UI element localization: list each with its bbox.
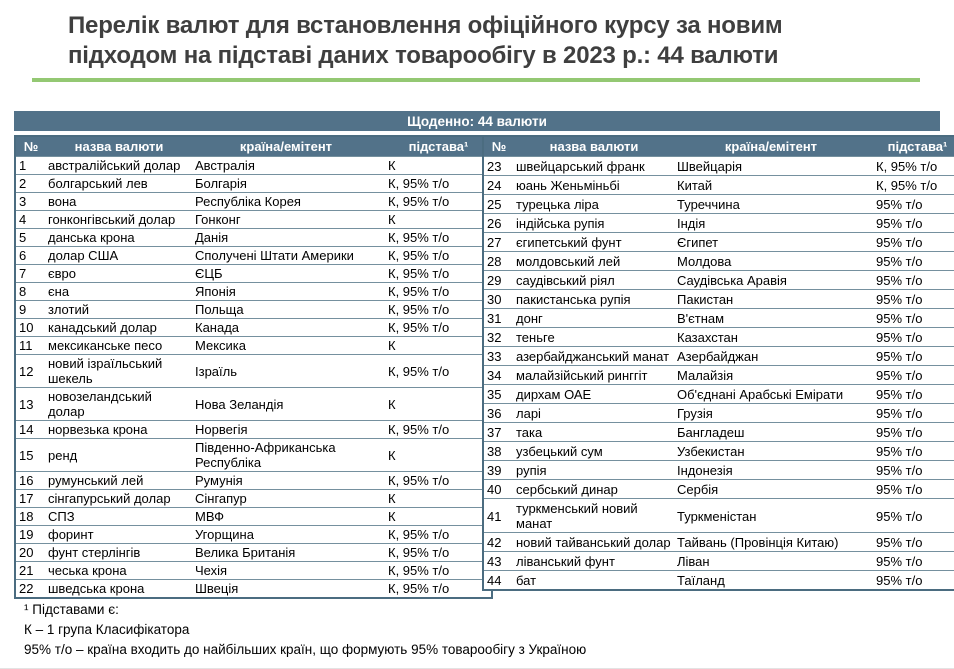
country-issuer: Узбекистан [674,442,868,461]
currency-name: новий тайванський долар [514,533,674,552]
country-issuer: Азербайджан [674,347,868,366]
table-row [15,355,492,388]
table-row [483,233,954,252]
basis-value: 95% т/о [868,404,954,423]
row-number: 23 [483,157,514,176]
basis-value: 95% т/о [868,309,954,328]
country-issuer: Бангладеш [674,423,868,442]
row-number: 42 [483,533,514,552]
country-issuer: ЄЦБ [192,265,380,283]
currency-name: сербський динар [514,480,674,499]
table-row [483,328,954,347]
country-issuer: Сербія [674,480,868,499]
column-header-basis: підстава¹ [868,136,954,157]
basis-value: К [380,508,492,526]
currency-name: азербайджанський манат [514,347,674,366]
country-issuer: Казахстан [674,328,868,347]
country-issuer: Саудівська Аравія [674,271,868,290]
row-number: 39 [483,461,514,480]
row-number: 33 [483,347,514,366]
currency-name: єна [46,283,192,301]
currency-name: євро [46,265,192,283]
currency-name: швейцарський франк [514,157,674,176]
basis-value: К, 95% т/о [380,355,492,388]
country-issuer: Болгарія [192,175,380,193]
currency-name: болгарський лев [46,175,192,193]
country-issuer: Австралія [192,157,380,175]
country-issuer: Республіка Корея [192,193,380,211]
daily-banner [14,111,940,131]
row-number: 1 [15,157,46,175]
basis-value: К [380,211,492,229]
currency-name: фунт стерлінгів [46,544,192,562]
row-number: 7 [15,265,46,283]
table-row [483,309,954,328]
currency-name: мексиканське песо [46,337,192,355]
table-row [483,157,954,176]
country-issuer: Румунія [192,472,380,490]
row-number: 32 [483,328,514,347]
footnote-turnover: 95% т/о – країна входить до найбільших країн, що формують 95% товарообігу з Україною [24,642,587,657]
row-number: 31 [483,309,514,328]
currency-name: данська крона [46,229,192,247]
country-issuer: Нова Зеландія [192,388,380,421]
basis-value: К, 95% т/о [380,247,492,265]
table-row [483,423,954,442]
row-number: 14 [15,421,46,439]
column-header-number: № [15,136,46,157]
table-row [15,421,492,439]
row-number: 16 [15,472,46,490]
country-issuer: Туркменістан [674,499,868,533]
country-issuer: Швейцарія [674,157,868,176]
currency-name: чеська крона [46,562,192,580]
country-issuer: Ліван [674,552,868,571]
basis-value: К [380,337,492,355]
table-row [15,175,492,193]
basis-value: 95% т/о [868,328,954,347]
basis-value: К, 95% т/о [380,421,492,439]
row-number: 26 [483,214,514,233]
row-number: 21 [15,562,46,580]
row-number: 38 [483,442,514,461]
basis-value: К, 95% т/о [380,175,492,193]
country-issuer: Мексика [192,337,380,355]
basis-value: 95% т/о [868,480,954,499]
table-row [483,214,954,233]
row-number: 36 [483,404,514,423]
basis-value: 95% т/о [868,571,954,591]
basis-value: К, 95% т/о [380,265,492,283]
table-row [15,337,492,355]
basis-value: 95% т/о [868,214,954,233]
row-number: 25 [483,195,514,214]
row-number: 37 [483,423,514,442]
row-number: 19 [15,526,46,544]
row-number: 9 [15,301,46,319]
basis-value: К, 95% т/о [868,176,954,195]
currency-name: румунський лей [46,472,192,490]
table-row [15,562,492,580]
country-issuer: Данія [192,229,380,247]
currency-name: теньге [514,328,674,347]
currency-name: гонконгівський долар [46,211,192,229]
table-row [15,265,492,283]
row-number: 22 [15,580,46,599]
row-number: 11 [15,337,46,355]
currency-name: єгипетський фунт [514,233,674,252]
basis-value: 95% т/о [868,552,954,571]
row-number: 44 [483,571,514,591]
country-issuer: Велика Британія [192,544,380,562]
basis-value: К [380,439,492,472]
currency-name: турецька ліра [514,195,674,214]
country-issuer: Швеція [192,580,380,599]
currency-name: ларі [514,404,674,423]
page-title [68,11,928,71]
table-row [483,366,954,385]
basis-value: 95% т/о [868,347,954,366]
country-issuer: Сполучені Штати Америки [192,247,380,265]
table-row [483,176,954,195]
column-header-country: країна/емітент [192,136,380,157]
column-header-currency: назва валюти [46,136,192,157]
basis-value: К, 95% т/о [380,301,492,319]
row-number: 35 [483,385,514,404]
column-header-basis: підстава¹ [380,136,492,157]
basis-value: К, 95% т/о [380,193,492,211]
row-number: 34 [483,366,514,385]
country-issuer: Ізраїль [192,355,380,388]
basis-value: 95% т/о [868,366,954,385]
table-row [483,552,954,571]
basis-value: К [380,157,492,175]
row-number: 13 [15,388,46,421]
country-issuer: Норвегія [192,421,380,439]
currency-name: австралійський долар [46,157,192,175]
table-row [483,271,954,290]
row-number: 15 [15,439,46,472]
row-number: 6 [15,247,46,265]
country-issuer: Грузія [674,404,868,423]
currency-name: вона [46,193,192,211]
country-issuer: МВФ [192,508,380,526]
country-issuer: Сінгапур [192,490,380,508]
country-issuer: Туреччина [674,195,868,214]
currency-name: сінгапурський долар [46,490,192,508]
basis-value: К, 95% т/о [380,580,492,599]
basis-value: К [380,388,492,421]
basis-value: К, 95% т/о [868,157,954,176]
basis-value: 95% т/о [868,385,954,404]
country-issuer: Південно-Африканська Республіка [192,439,380,472]
table-row [483,461,954,480]
title-underline [32,78,920,82]
currencies-table-left [14,135,493,599]
country-issuer: Гонконг [192,211,380,229]
table-row [15,508,492,526]
row-number: 4 [15,211,46,229]
country-issuer: Індія [674,214,868,233]
currency-name: саудівський ріял [514,271,674,290]
basis-value: К, 95% т/о [380,472,492,490]
basis-value: 95% т/о [868,423,954,442]
country-issuer: Японія [192,283,380,301]
table-row [483,499,954,533]
basis-value: К, 95% т/о [380,229,492,247]
row-number: 29 [483,271,514,290]
currency-name: індійська рупія [514,214,674,233]
country-issuer: Об'єднані Арабські Емірати [674,385,868,404]
row-number: 10 [15,319,46,337]
table-row [15,439,492,472]
table-row [15,229,492,247]
basis-value: 95% т/о [868,271,954,290]
row-number: 24 [483,176,514,195]
currency-name: канадський долар [46,319,192,337]
row-number: 18 [15,508,46,526]
basis-value: 95% т/о [868,290,954,309]
basis-value: 95% т/о [868,499,954,533]
currency-name: малайзійський ринггіт [514,366,674,385]
basis-value: К [380,490,492,508]
row-number: 12 [15,355,46,388]
row-number: 28 [483,252,514,271]
table-header [15,136,492,157]
footnotes [24,600,904,660]
table-row [483,442,954,461]
currency-name: молдовський лей [514,252,674,271]
row-number: 27 [483,233,514,252]
row-number: 20 [15,544,46,562]
country-issuer: Таїланд [674,571,868,591]
table-row [15,388,492,421]
country-issuer: Пакистан [674,290,868,309]
table-row [15,472,492,490]
basis-value: 95% т/о [868,252,954,271]
basis-value: К, 95% т/о [380,544,492,562]
basis-value: 95% т/о [868,233,954,252]
row-number: 3 [15,193,46,211]
table-row [483,404,954,423]
table-row [15,526,492,544]
table-row [483,195,954,214]
currency-name: юань Женьміньбі [514,176,674,195]
currency-name: рупія [514,461,674,480]
country-issuer: Малайзія [674,366,868,385]
table-row [483,571,954,591]
country-issuer: Чехія [192,562,380,580]
table-row [483,533,954,552]
currency-name: СПЗ [46,508,192,526]
basis-value: К, 95% т/о [380,562,492,580]
page-title-line-2: підходом на підставі даних товарообігу в 2023 р.: 44 валюти [68,42,779,69]
table-row [15,247,492,265]
currency-name: узбецький сум [514,442,674,461]
table-row [15,157,492,175]
row-number: 17 [15,490,46,508]
table-row [15,211,492,229]
currencies-table-right [482,135,954,591]
country-issuer: В'єтнам [674,309,868,328]
basis-value: 95% т/о [868,533,954,552]
basis-value: К, 95% т/о [380,283,492,301]
page-title-line-1: Перелік валют для встановлення офіційного курсу за новим [68,12,783,39]
table-row [15,319,492,337]
row-number: 43 [483,552,514,571]
currency-name: долар США [46,247,192,265]
basis-value: 95% т/о [868,195,954,214]
country-issuer: Угорщина [192,526,380,544]
table-header [483,136,954,157]
column-header-currency: назва валюти [514,136,674,157]
table-row [15,544,492,562]
currency-name: пакистанська рупія [514,290,674,309]
country-issuer: Молдова [674,252,868,271]
currency-name: норвезька крона [46,421,192,439]
daily-banner-label: Щоденно: 44 валюти [407,113,547,129]
column-header-country: країна/емітент [674,136,868,157]
currency-name: ренд [46,439,192,472]
footnote-basis-intro: ¹ Підставами є: [24,602,119,617]
country-issuer: Індонезія [674,461,868,480]
country-issuer: Польща [192,301,380,319]
basis-value: К, 95% т/о [380,526,492,544]
currency-name: новозеландський долар [46,388,192,421]
basis-value: 95% т/о [868,442,954,461]
table-row [15,283,492,301]
country-issuer: Канада [192,319,380,337]
currency-name: злотий [46,301,192,319]
currency-name: ліванський фунт [514,552,674,571]
currency-name: донг [514,309,674,328]
row-number: 2 [15,175,46,193]
basis-value: 95% т/о [868,461,954,480]
country-issuer: Тайвань (Провінція Китаю) [674,533,868,552]
row-number: 40 [483,480,514,499]
table-row [15,301,492,319]
country-issuer: Єгипет [674,233,868,252]
table-row [483,480,954,499]
table-row [483,385,954,404]
currency-name: новий ізраїльський шекель [46,355,192,388]
currency-name: форинт [46,526,192,544]
table-row [483,290,954,309]
basis-value: К, 95% т/о [380,319,492,337]
currency-name: така [514,423,674,442]
country-issuer: Китай [674,176,868,195]
table-row [483,252,954,271]
currency-name: туркменський новий манат [514,499,674,533]
row-number: 30 [483,290,514,309]
row-number: 5 [15,229,46,247]
currency-name: дирхам ОАЕ [514,385,674,404]
currency-name: шведська крона [46,580,192,599]
footnote-classifier: К – 1 група Класифікатора [24,622,190,637]
row-number: 41 [483,499,514,533]
row-number: 8 [15,283,46,301]
table-row [15,490,492,508]
table-row [15,580,492,599]
table-row [483,347,954,366]
table-row [15,193,492,211]
currency-name: бат [514,571,674,591]
column-header-number: № [483,136,514,157]
